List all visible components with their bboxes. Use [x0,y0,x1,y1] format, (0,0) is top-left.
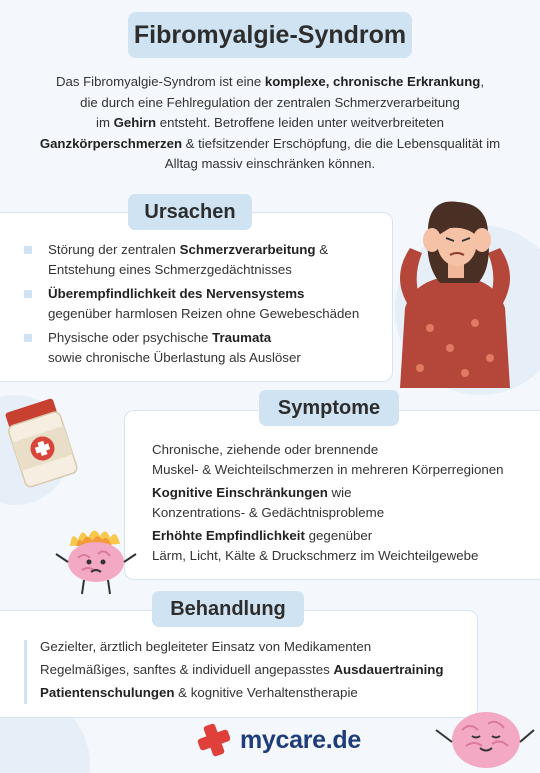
medicine-jar-illustration [0,398,80,490]
list-item: Kognitive Einschränkungen wie Konzentrations- & Gedächtnisprobleme [152,485,385,520]
ursachen-label: Ursachen [128,194,252,230]
behandlung-list [40,637,470,706]
list-item: Erhöhte Empfindlichkeit gegenüber Lärm, Licht, Kälte & Druckschmerz im Weichteilgewebe [152,528,479,563]
plus-cross-icon [194,722,234,758]
bullet-square [24,290,32,298]
list-item: Physische oder psychische Traumata sowie chronische Überlastung als Auslöser [22,328,382,368]
woman-headache-illustration [380,198,530,388]
meditating-brain-illustration [430,700,540,773]
behandlung-label: Behandlung [152,591,304,627]
bullet-square [24,246,32,254]
list-item: Überempfindlichkeit des Nervensystems gegenüber harmlosen Reizen ohne Gewebeschäden [22,284,382,324]
list-item: Chronische, ziehende oder brennende Muskel- & Weichteilschmerzen in mehreren Körperregionen [152,442,504,477]
ursachen-list [22,240,382,372]
list-item: Patientenschulungen & kognitive Verhaltenstherapie [40,685,358,700]
logo-text: mycare.de [240,725,361,754]
mycare-logo[interactable] [194,722,361,758]
burning-brain-illustration [52,524,142,602]
intro-text: Das Fibromyalgie-Syndrom ist eine komplexe, chronische Erkrankung, die durch eine Fehlregulation der zentralen Schmerzverarbeitung im Gehirn entsteht. Betroffene leiden unter weitverbreiteten Ganzkörperschmerzen & tiefsitzender Erschöpfung, die die Lebensqualität im Alltag massiv einschränken können. [39,74,501,171]
list-item: Störung der zentralen Schmerzverarbeitung & Entstehung eines Schmerzgedächtnisses [22,240,382,280]
symptome-list [152,440,532,569]
list-item: Regelmäßiges, sanftes & individuell angepasstes Ausdauertraining [40,662,444,677]
page-title: Fibromyalgie-Syndrom [128,12,412,58]
bullet-square [24,334,32,342]
list-item: Gezielter, ärztlich begleiteter Einsatz von Medikamenten [40,639,372,654]
symptome-label: Symptome [259,390,399,426]
behandlung-accent-line [24,640,27,704]
